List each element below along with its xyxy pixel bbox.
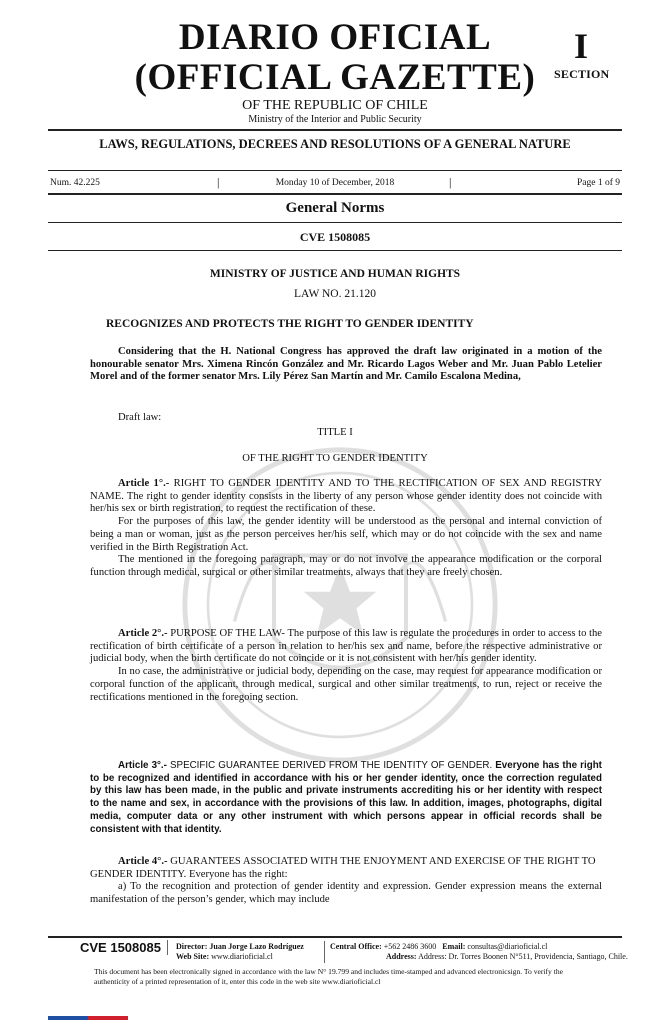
cve-divider: [48, 250, 622, 251]
article-3-paragraph: Everyone has the right to be recognized and identified in accordance with his or her gender identity, once the correction regulated by this law has been made, in the public and private instruments accrediting his or her identity with respect to the name and sex, in accordance with the provisions of this law. In addition, images, photographs, digital media, computer data or any other instrument with which persons appear in official records shall be consistent with that identity.: [90, 760, 602, 835]
article-1-paragraph: The mentioned in the foregoing paragraph, may or do not involve the appearance modification or the corporal function through medical, surgical or other similar treatments, always that they are freely chosen.: [90, 554, 602, 578]
article-2: [90, 628, 602, 704]
article-4-heading-cont: GENDER IDENTITY.: [90, 868, 187, 880]
section-title: General Norms: [285, 200, 385, 216]
masthead-divider: [48, 129, 622, 131]
page-indicator: Page 1 of 9: [576, 178, 620, 188]
republic-subtitle: OF THE REPUBLIC OF CHILE: [242, 98, 428, 113]
ministry-title: MINISTRY OF JUSTICE AND HUMAN RIGHTS: [209, 268, 461, 280]
article-3-heading: SPECIFIC GUARANTEE DERIVED FROM THE IDENTITY OF GENDER.: [170, 760, 493, 771]
draft-law-label: Draft law:: [118, 412, 162, 423]
cve-code: CVE 1508085: [299, 230, 371, 244]
article-4: [90, 856, 602, 907]
website-label: Web Site:: [176, 952, 210, 961]
section-number: I: [574, 26, 589, 66]
title-heading: TITLE I: [317, 427, 353, 438]
law-number: LAW NO. 21.120: [294, 288, 376, 300]
masthead-title: [0, 18, 670, 98]
footer-separator: [324, 941, 325, 963]
email-label: Email:: [442, 942, 466, 951]
article-2-heading: PURPOSE OF THE LAW-: [170, 628, 285, 639]
preamble-text: Considering that the H. National Congress has approved the draft law originated in a motion of the honourable senator Mrs. Ximena Rincón González and Mr. Ricardo Lagos Weber and Mr. Juan Pablo Letelier Morel and of the former senator Mrs. Lily Pérez San Martín and Mr. Camilo Escalona Medina,: [90, 346, 602, 383]
article-2-paragraph: In no case, the administrative or judicial body, depending on the case, may request for appearance modification or corporal function of the applicant, through medical, surgical and other similar treatments, to run, reject or receive the rectifications mentioned in the foregoing section.: [90, 666, 602, 703]
address-text: Address: Dr. Torres Boonen N°511, Providencia, Santiago, Chile.: [418, 952, 628, 961]
section-divider: [48, 222, 622, 223]
article-1-label: Article 1°.-: [118, 478, 170, 489]
article-3: [90, 760, 602, 836]
publication-category: LAWS, REGULATIONS, DECREES AND RESOLUTIONS OF A GENERAL NATURE: [99, 137, 571, 151]
footer-divider: [48, 936, 622, 938]
article-2-paragraph: The purpose of this law is regulate the procedures in order to access to the rectification of birth certificate of a person in relation to her/his sex and name, before the respective administrative or judicial body, when the birth certificate do not coincide or it is not consistent with her/his gender identity.: [90, 628, 602, 665]
section-label: SECTION: [554, 67, 610, 81]
website-link[interactable]: www.diarioficial.cl: [211, 952, 273, 961]
footer-website[interactable]: [176, 952, 273, 962]
article-4-item-a: a) To the recognition and protection of gender identity and expression. Gender expression means the external manifestation of the person’s gender, which may include: [90, 881, 602, 906]
article-1-heading: RIGHT TO GENDER IDENTITY AND TO THE RECTIFICATION OF SEX AND REGISTRY NAME.: [90, 478, 602, 502]
director-name: Juan Jorge Lazo Rodríguez: [209, 942, 304, 951]
footer-director: [176, 942, 304, 952]
article-1: [90, 478, 602, 580]
issue-date: Monday 10 of December, 2018: [275, 178, 395, 188]
flag-stripe-blue: [48, 1016, 88, 1020]
article-4-heading: GUARANTEES ASSOCIATED WITH THE ENJOYMENT AND EXERCISE OF THE RIGHT TO: [170, 856, 596, 867]
infobar-separator: |: [217, 175, 220, 189]
title-name: OF THE RIGHT TO GENDER IDENTITY: [242, 453, 428, 464]
category-divider: [48, 170, 622, 171]
infobar-separator: |: [449, 175, 452, 189]
address-label: Address:: [386, 952, 417, 961]
footer-central-office: [330, 942, 547, 952]
masthead-title-line2: (OFFICIAL GAZETTE): [134, 57, 536, 98]
director-label: Director:: [176, 942, 208, 951]
ministry-subtitle: Ministry of the Interior and Public Security: [248, 114, 422, 125]
footer-address: [386, 952, 628, 962]
article-2-label: Article 2°.-: [118, 628, 168, 639]
infobar-divider: [48, 193, 622, 195]
preamble: [90, 346, 602, 384]
article-1-paragraph: For the purposes of this law, the gender identity will be understood as the personal and internal conviction of being a man or woman, just as the person perceives her/his self, which may or do not coincide with the sex and name verified in the Birth Registration Act.: [90, 516, 602, 553]
footer-cve: CVE 1508085: [80, 940, 168, 955]
footer-signature-note: This document has been electronically signed in accordance with the law N° 19.799 and includes time-stamped and advanced electronicsign. To verify the authenticity of a printed representation of it, enter this code in the web site www.diarioficial.cl: [94, 967, 564, 986]
article-3-label: Article 3°.-: [118, 760, 167, 771]
article-4-paragraph: Everyone has the right:: [188, 868, 288, 880]
flag-stripe-red: [88, 1016, 128, 1020]
article-4-label: Article 4°.-: [118, 856, 168, 867]
email-link[interactable]: consultas@diarioficial.cl: [467, 942, 548, 951]
masthead-title-line1: DIARIO OFICIAL: [178, 17, 492, 58]
central-office-label: Central Office:: [330, 942, 382, 951]
issue-number: Num. 42.225: [50, 178, 100, 188]
article-1-paragraph: The right to gender identity consists in the liberty of any person whose gender identity does not coincide with her/his sex or birth registration, to request the rectification of these.: [90, 490, 602, 515]
central-office-phone: +562 2486 3600: [383, 942, 437, 951]
law-title: RECOGNIZES AND PROTECTS THE RIGHT TO GENDER IDENTITY: [106, 318, 474, 330]
